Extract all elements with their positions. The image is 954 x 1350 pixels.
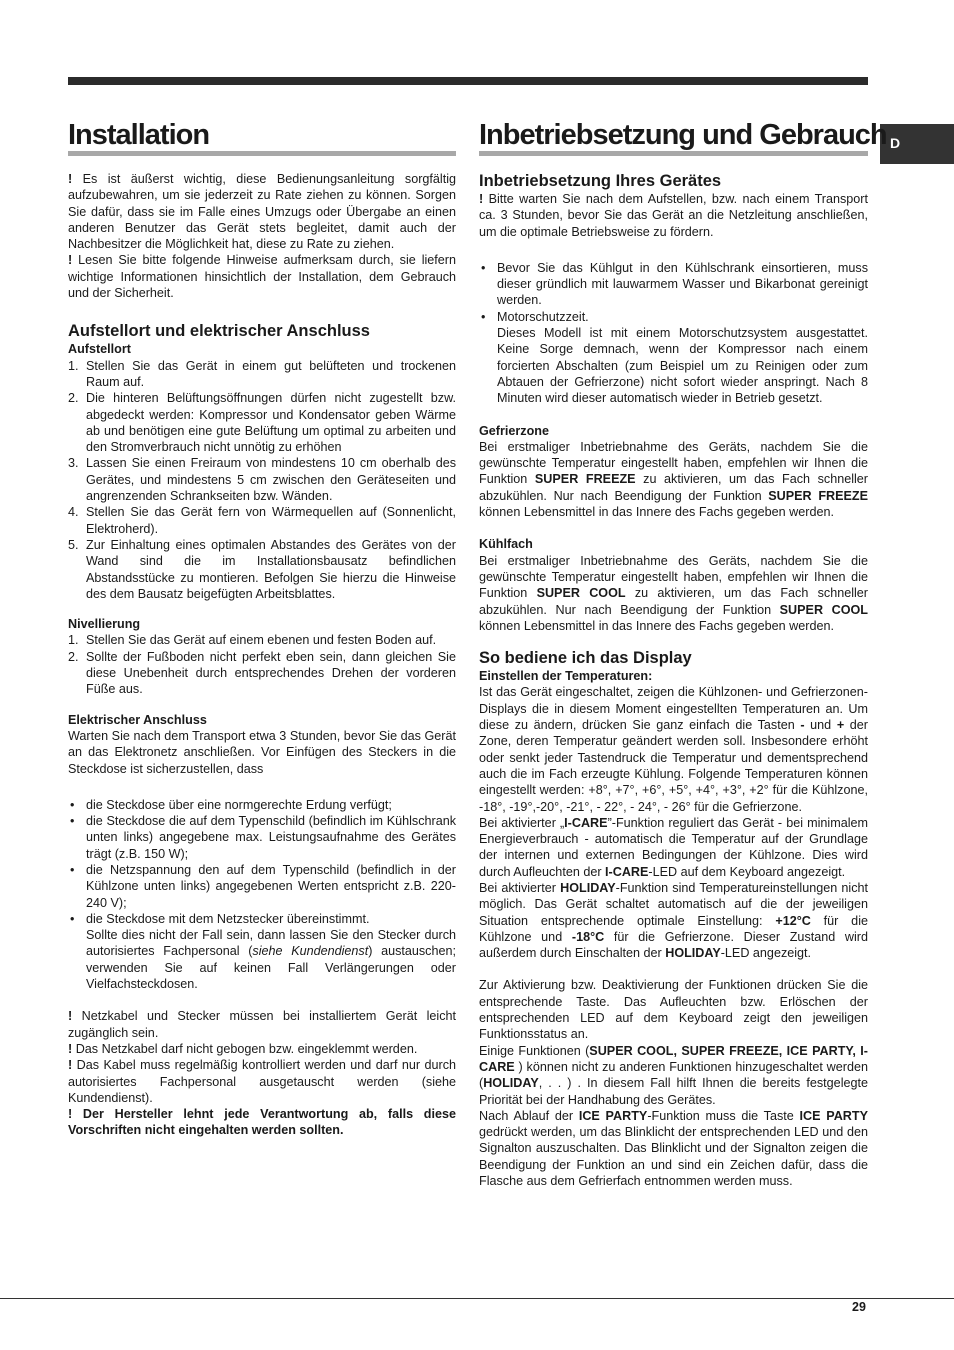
right-column [479, 171, 868, 1189]
list-item: 1. Stellen Sie das Gerät in einem gut belüfteten und trockenen Raum auf. [68, 358, 456, 389]
list-item: 2. Sollte der Fußboden nicht perfekt eben sein, dann gleichen Sie diese Unebenheit durch entsprechendes Drehen der vorderen Füße aus. [68, 649, 456, 697]
list-item: • die Netzspannung den auf dem Typenschild (befindlich in der Kühlzone unten links) angegebenen Werten entspricht z.B. 220-240 V); [70, 862, 456, 910]
list-item: • die Steckdose über eine normgerechte Erdung verfügt; [70, 797, 392, 812]
intro-text-2: Lesen Sie bitte folgende Hinweise aufmerksam durch, sie liefern wichtige Informationen hinsichtlich der Installation, dem Gebrauch und der Sicherheit. [68, 253, 456, 301]
kuehlfach-paragraph: Bei erstmaliger Inbetriebnahme des Geräts, nachdem Sie die gewünschte Temperatur eingestellt haben, empfehlen wir Ihnen die Funktion SUPER COOL zu aktivieren, um das Fach schneller abzukühlen. Nur nach Beendigung der Funktion SUPER COOL können Lebensmittel in das Innere des Fachs gegeben werden. [479, 553, 868, 633]
inbetriebsetzung-paragraph: ! Bitte warten Sie nach dem Aufstellen, bzw. nach einem Transport ca. 3 Stunden, bevor Sie das Gerät an die Netzleitung anschließen, um die optimale Betriebsweise zu fördern. [479, 192, 868, 239]
gefrierzone-paragraph: Bei erstmaliger Inbetriebnahme des Geräts, nachdem Sie die gewünschte Temperatur eingestellt haben, empfehlen wir Ihnen die Funktion SUPER FREEZE zu aktivieren, um das Fach schneller abzukühlen. Nur nach Beendigung der Funktion SUPER FREEZE können Lebensmittel in das Innere des Fachs gegeben werden. [479, 439, 869, 520]
inbetriebsetzung-title-rule [479, 151, 868, 156]
list-item: 1. Stellen Sie das Gerät auf einem ebenen und festen Boden auf. [68, 633, 437, 648]
top-rule [68, 77, 868, 85]
temperatur-paragraph: Ist das Gerät eingeschaltet, zeigen die Kühlzonen- und Gefrierzonen-Displays die in diesem Moment eingestellten Temperaturen an. Um diese zu ändern, drücken Sie ganz einfach die Tasten - und + der Zone, deren Temperatur geändert werden soll. Insbesondere erhöht oder senkt jeder Tastendruck die Temperatur und dementsprechend auch die im Fach erzeugte Kühlung. Folgende Temperaturen können eingestellt werden: +8°, +7°, +6°, +5°, +4°, +3°, +2° für die Kühlzone, -18°, -19°,-20°, -21°, - 22°, - 24°, - 26° für die Gefrierzone. [479, 685, 868, 814]
section-heading-inbetriebsetzung: Inbetriebsetzung Ihres Gerätes [479, 172, 722, 190]
list-item: • Bevor Sie das Kühlgut in den Kühlschrank einsortieren, muss dieser gründlich mit lauwarmem Wasser und Bikarbonat gereinigt werden. [481, 260, 868, 308]
nivellierung-list [68, 632, 456, 697]
inbetriebsetzung-title: Inbetriebsetzung und Gebrauch [479, 119, 887, 151]
installation-title-rule [68, 151, 456, 156]
list-item: • die Steckdose die auf dem Typenschild (befindlich im Kühlschrank unten links) angegebene max. Leistungsaufnahme des Gerätes trägt (z.B. 150 W); [70, 814, 456, 861]
subheading-aufstellort: Aufstellort [68, 342, 131, 357]
list-item: 2. Die hinteren Belüftungsöffnungen dürfen nicht zugestellt bzw. abgedeckt werden: Kompressor und Kondensator geben Wärme ab und benötigen eine gute Belüftung um optimal zu arbeiten und den Stromverbrauch nicht unnötig zu erhöhen [68, 391, 456, 455]
icare-paragraph: Bei aktivierter „I-CARE”-Funktion reguliert das Gerät - bei minimalem Energieverbrauch - automatisch die Temperatur auf der Grundlage der internen und externen Bedingungen der Kühlzone. Dies wird durch Aufleuchten der I-CARE-LED auf dem Keyboard angezeigt. [479, 815, 868, 879]
warning-paragraph-2: ! Das Netzkabel darf nicht gebogen bzw. eingeklemmt werden. [68, 1041, 418, 1056]
section-heading-display: So bediene ich das Display [479, 649, 692, 668]
list-item: 3. Lassen Sie einen Freiraum von mindestens 10 cm oberhalb des Gerätes, und mindestens 5 cm zwischen den Geräteseiten und angrenzenden Schrankseiten bzw. Wänden. [68, 456, 456, 504]
language-tab: D [880, 124, 954, 164]
installation-title: Installation [68, 119, 210, 151]
list-item: • Motorschutzzeit. Dieses Modell ist mit einem Motorschutzsystem ausgestattet. Keine Sorge demnach, wenn der Kompressor nach einem forcierten Abschalten (zum Beispiel um zu Reinigen oder zum Abtauen der Gefrierzone) nicht sofort wieder anspringt. Nach 8 Minuten wird dieser automatisch wieder in Betrieb gesetzt. [481, 309, 868, 406]
intro-paragraph-1 [68, 171, 456, 252]
funktionen-paragraph: Zur Aktivierung bzw. Deaktivierung der Funktionen drücken Sie die entsprechende Taste. Das Aufleuchten bzw. Erlöschen der entsprechenden LED auf dem Keyboard zeigt den jeweiligen Funktionsstatus an. [479, 978, 868, 1042]
list-item: • die Steckdose mit dem Netzstecker übereinstimmt. Sollte dies nicht der Fall sein, dann lassen Sie den Stecker durch autorisiertes Fachpersonal (siehe Kundendienst) austauschen; verwenden Sie auf keinen Fall Verlängerungen oder Vielfachsteckdosen. [70, 911, 456, 992]
bottom-rule [0, 1298, 954, 1299]
aufstellort-list [68, 358, 456, 602]
subheading-temperaturen: Einstellen der Temperaturen: [479, 669, 653, 684]
intro-text-1: Es ist äußerst wichtig, diese Bedienungsanleitung sorgfältig aufzubewahren, um sie jederzeit zu Rate ziehen zu können. Sorgen Sie dafür, dass sie im Falle eines Umzugs oder Übergabe an einen anderen Benutzer das Gerät stets begleitet, damit auch der Nachbesitzer die Möglichkeit hat, diese zu Rate zu ziehen. [68, 172, 457, 252]
subheading-nivellierung: Nivellierung [68, 617, 141, 632]
elektrisch-paragraph: Warten Sie nach dem Transport etwa 3 Stunden, bevor Sie das Gerät an das Elektronetz anschließen. Vor Einfügen des Steckers in die Steckdose ist sicherzustellen, dass [68, 728, 456, 776]
subheading-gefrierzone: Gefrierzone [479, 423, 549, 438]
subheading-kuehlfach: Kühlfach [479, 537, 533, 552]
section-heading-aufstellort-anschluss: Aufstellort und elektrischer Anschluss [68, 322, 370, 341]
list-item: 5. Zur Einhaltung eines optimalen Abstandes des Gerätes von der Wand sind die im Installationsbausatz befindlichen Abstandsstücke zu montieren. Befolgen Sie hierzu die Hinweise des dem Bausatz beigefügten Arbeitsblattes. [68, 537, 456, 601]
disclaimer-paragraph: ! Der Hersteller lehnt jede Verantwortung ab, falls diese Vorschriften nicht eingehalten werden sollten. [68, 1107, 456, 1138]
left-column [68, 171, 456, 1139]
inbetriebsetzung-list [479, 260, 868, 407]
list-item: 4. Stellen Sie das Gerät fern von Wärmequellen auf (Sonnenlicht, Elektroherd). [68, 505, 456, 536]
intro-paragraph-2 [68, 252, 456, 301]
warning-paragraph-3: ! Das Kabel muss regelmäßig kontrolliert werden und darf nur durch autorisiertes Fachpersonal ausgetauscht werden (siehe Kundendienst). [68, 1058, 457, 1105]
page-number: 29 [852, 1300, 866, 1314]
prioritaet-paragraph: Einige Funktionen (SUPER COOL, SUPER FREEZE, ICE PARTY, I-CARE ) können nicht zu anderen Funktionen hinzugeschaltet werden (HOLIDAY, . . ) . In diesem Fall hilft Ihnen die bereits festgelegte Priorität bei der Handhabung des Gerätes. [479, 1043, 868, 1107]
elektrisch-list [68, 797, 456, 993]
ice-party-paragraph: Nach Ablauf der ICE PARTY-Funktion muss die Taste ICE PARTY gedrückt werden, um das Blinklicht der entsprechenden LED und den Signalton auszuschalten. Das Blinklicht und der Signalton zeigen die Beendigung der Funktion an und sind ein Zeichen dafür, dass die Flasche aus dem Gefrierfach entnommen werden muss. [479, 1108, 868, 1189]
warning-paragraph-1: ! Netzkabel und Stecker müssen bei installiertem Gerät leicht zugänglich sein. [68, 1009, 457, 1040]
warning-mark: ! [68, 253, 73, 268]
elektrisch-note: Sollte dies nicht der Fall sein, dann lassen Sie den Stecker durch autorisiertes Fachpersonal (siehe Kundendienst) austauschen; verwenden Sie auf keinen Fall Verlängerungen oder Vielfachsteckdosen. [86, 928, 456, 992]
subheading-elektrischer-anschluss: Elektrischer Anschluss [68, 712, 207, 727]
holiday-paragraph: Bei aktivierter HOLIDAY-Funktion sind Temperatureinstellungen nicht möglich. Das Gerät schaltet automatisch auf die der jeweiligen Situation entsprechende optimale Einstellung: +12°C für die Kühlzone und -18°C für die Gefrierzone. Dieser Zustand wird außerdem durch Einschalten der HOLIDAY-LED angezeigt. [479, 880, 869, 961]
warning-mark: ! [68, 172, 73, 186]
